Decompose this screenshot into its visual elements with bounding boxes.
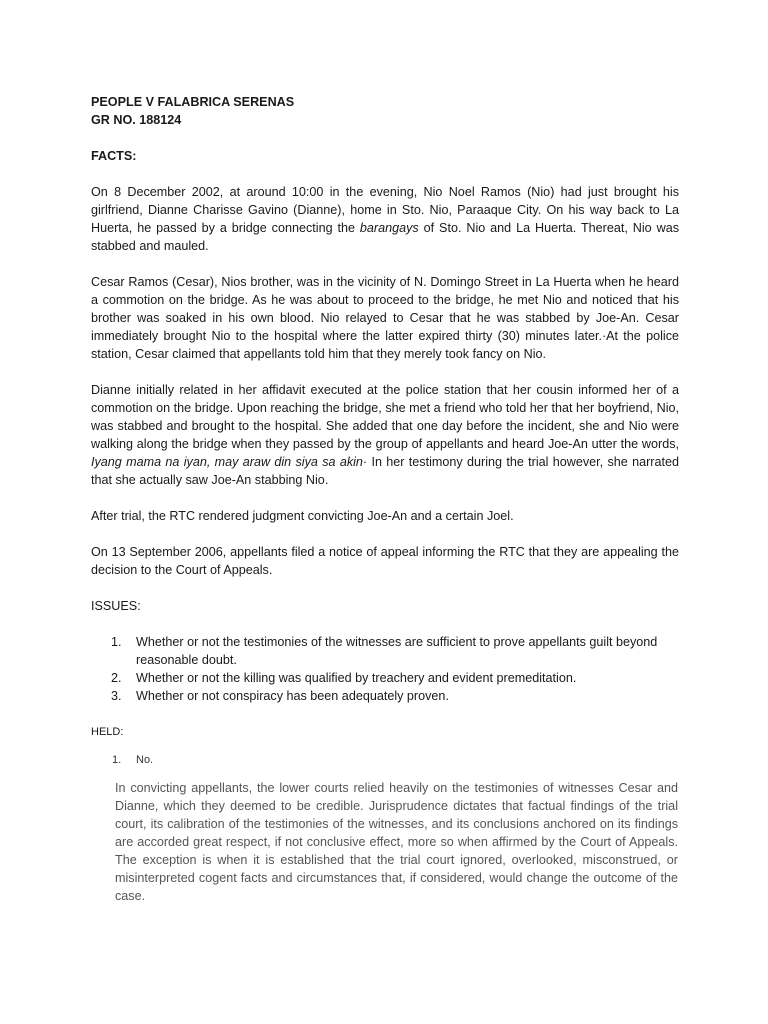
case-title: PEOPLE V FALABRICA SERENAS: [91, 95, 295, 109]
issue-number: 1.: [111, 635, 122, 649]
issue-item: [91, 669, 679, 687]
issues-list: [91, 633, 679, 705]
facts-p3-text-a: Dianne initially related in her affidavit executed at the police station that her cousin informed her of a commotion on the bridge. Upon reaching the bridge, she met a friend who told her that her boyfriend, Nio, was stabbed and brought to the hospital. She added that one day before the incident, she and Nio were walking along the bridge when they passed by the group of appellants and heard Joe-An utter the words,: [91, 383, 679, 451]
issue-text: Whether or not conspiracy has been adequately proven.: [136, 689, 449, 703]
issue-number: 2.: [111, 671, 122, 685]
held-item-text: No.: [136, 754, 154, 766]
facts-p3-text-b: In her testimony during the trial however, she narrated that she actually saw Joe-An stabbing Nio.: [91, 455, 679, 487]
facts-paragraph-5: On 13 September 2006, appellants filed a notice of appeal informing the RTC that they are appealing the decision to the Court of Appeals.: [91, 545, 679, 577]
facts-p1-text-a: On 8 December 2002, at around 10:00 in the evening, Nio Noel Ramos (Nio) had just brought his girlfriend, Dianne Charisse Gavino (Dianne), home in Sto. Nio, Paraaque City. On his way back to La Huerta, he passed by a bridge connecting the: [91, 185, 679, 235]
issue-number: 3.: [111, 689, 122, 703]
facts-paragraph-1: [91, 183, 679, 255]
issue-text: Whether or not the testimonies of the witnesses are sufficient to prove appellants guilt beyond reasonable doubt.: [136, 635, 658, 667]
facts-p3-italic: Iyang mama na iyan, may araw din siya sa akin·: [91, 455, 368, 469]
facts-paragraph-2: Cesar Ramos (Cesar), Nios brother, was in the vicinity of N. Domingo Street in La Huerta when he heard a commotion on the bridge. As he was about to proceed to the bridge, he met Nio and noticed that his brother was soaked in his own blood. Nio relayed to Cesar that he was stabbed by Joe-An. Cesar immediately brought Nio to the hospital where the latter expired thirty (30) minutes later.·At the police station, Cesar claimed that appellants told him that they merely took fancy on Nio.: [91, 275, 679, 361]
facts-heading: FACTS:: [91, 149, 137, 163]
issue-item: [91, 633, 679, 669]
held-item: [91, 751, 679, 769]
document-page: [91, 93, 679, 905]
facts-paragraph-3: [91, 381, 679, 489]
held-item-number: 1.: [112, 754, 122, 766]
facts-p1-text-b: of Sto. Nio and La Huerta. Thereat, Nio was stabbed and mauled.: [91, 221, 679, 253]
gr-number: GR NO. 188124: [91, 113, 182, 127]
issues-heading: ISSUES:: [91, 599, 141, 613]
facts-paragraph-4: After trial, the RTC rendered judgment convicting Joe-An and a certain Joel.: [91, 509, 514, 523]
held-heading: HELD:: [91, 726, 124, 738]
facts-p1-italic: barangays: [359, 221, 419, 235]
held-paragraph: In convicting appellants, the lower courts relied heavily on the testimonies of witnesses Cesar and Dianne, which they deemed to be credible. Jurisprudence dictates that factual findings of the trial court, its calibration of the testimonies of the witnesses, and its conclusions anchored on its findings are accorded great respect, if not conclusive effect, more so when affirmed by the Court of Appeals. The exception is when it is established that the trial court ignored, overlooked, misconstrued, or misinterpreted cogent facts and circumstances that, if considered, would change the outcome of the case.: [115, 781, 678, 903]
issue-text: Whether or not the killing was qualified by treachery and evident premeditation.: [136, 671, 577, 685]
issue-item: [91, 687, 679, 705]
